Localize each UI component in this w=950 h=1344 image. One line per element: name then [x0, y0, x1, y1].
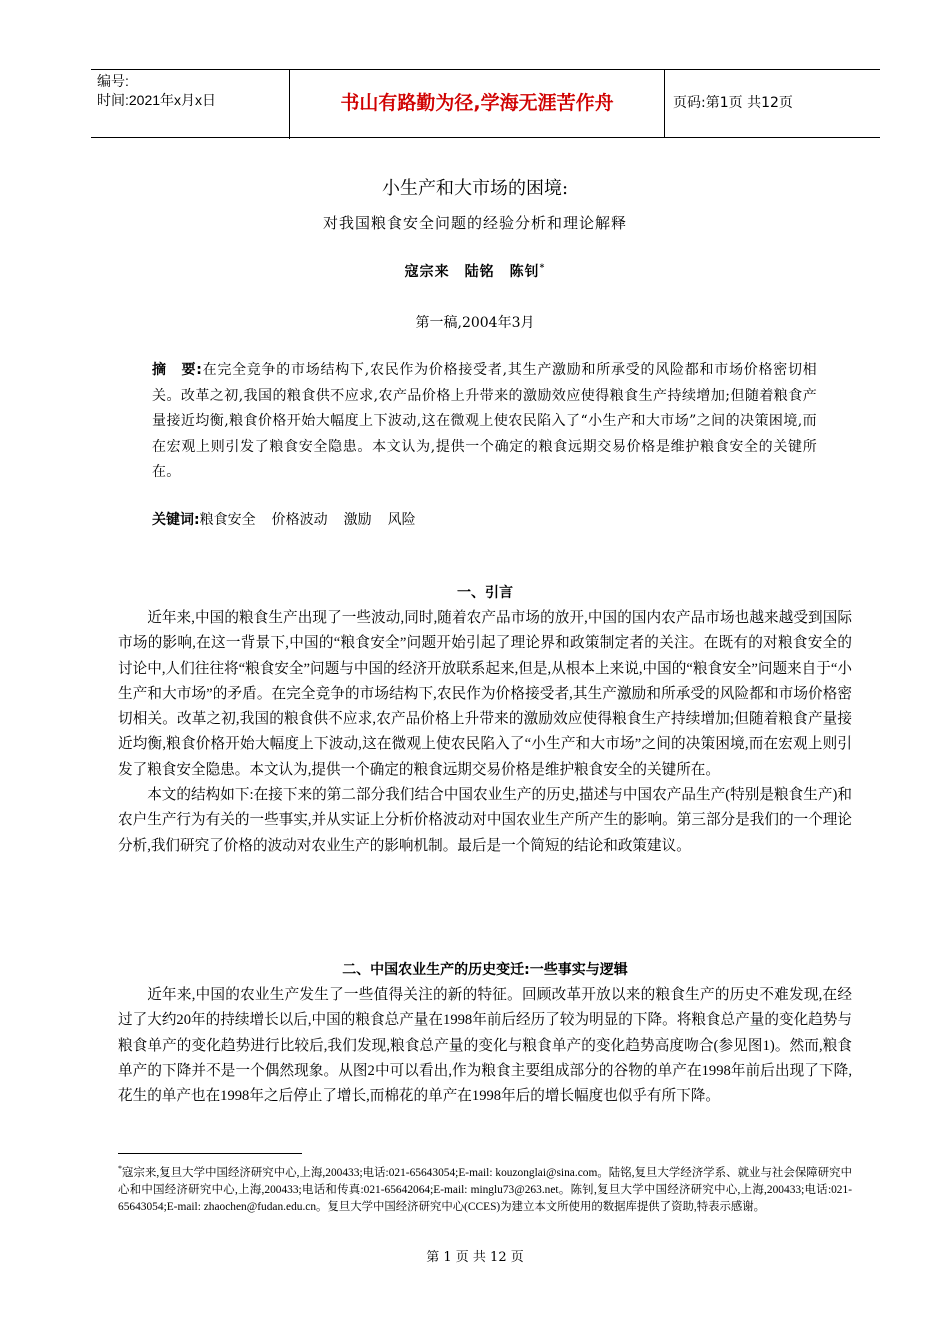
section-body-intro [118, 606, 852, 859]
keyword: 价格波动 [271, 512, 328, 528]
keywords-label: 关键词: [152, 512, 200, 528]
paragraph: 近年来,中国的粮食生产出现了一些波动,同时,随着农产品市场的放开,中国的国内农产品市场也越来越受到国际市场的影响,在这一背景下,中国的“粮食安全”问题开始引起了理论界和政策制定者的关注。在既有的对粮食安全的讨论中,人们往往将“粮食安全”问题与中国的经济开放联系起来,但是,从根本上来说,中国的“粮食安全”问题来自于“小生产和大市场”的矛盾。在完全竞争的市场结构下,农民作为价格接受者,其生产激励和所承受的风险都和市场价格密切相关。改革之初,我国的粮食供不应求,农产品价格上升带来的激励效应使得粮食生产持续增加;但随着粮食产量接近均衡,粮食价格开始大幅度上下波动,这在微观上使农民陷入了“小生产和大市场”之间的决策困境,而在宏观上则引发了粮食安全隐患。本文认为,提供一个确定的粮食远期交易价格是维护粮食安全的关键所在。 [118, 610, 852, 778]
keyword: 粮食安全 [199, 512, 256, 528]
header-info-cell [91, 70, 290, 139]
footnote [118, 1160, 852, 1216]
footnote-separator [118, 1153, 302, 1154]
page-footer: 第 1 页 共 12 页 [426, 1250, 524, 1265]
abstract [152, 358, 817, 486]
section-heading-history: 二、中国农业生产的历史变迁:一些事实与逻辑 [342, 962, 628, 978]
number-label: 编号: [97, 73, 129, 89]
draft-date: 第一稿,2004年3月 [415, 315, 535, 331]
paper-title: 小生产和大市场的困境: [381, 178, 569, 199]
keyword: 激励 [343, 512, 372, 528]
keywords [152, 508, 416, 533]
author-footnote-mark: * [539, 263, 546, 274]
paragraph: 近年来,中国的农业生产发生了一些值得关注的新的特征。回顾改革开放以来的粮食生产的历史不难发现,在经过了大约20年的持续增长以后,中国的粮食总产量在1998年前后经历了较为明显的下降。将粮食总产量的变化趋势与粮食单产的变化趋势进行比较后,我们发现,粮食总产量的变化与粮食单产的变化趋势高度吻合(参见图1)。然而,粮食单产的下降并不是一个偶然现象。从图2中可以看出,作为粮食主要组成部分的谷物的单产在1998年前后出现了下降,花生的单产也在1998年之后停止了增长,而棉花的单产在1998年后的增长幅度也似乎有所下降。 [118, 987, 852, 1105]
author-names: 寇宗来 陆铭 陈钊 [404, 264, 540, 280]
section-heading-intro: 一、引言 [457, 585, 513, 601]
section-body-history [118, 983, 852, 1109]
header-page-label: 页码:第1页 共12页 [673, 95, 793, 111]
abstract-label: 摘 要: [152, 362, 203, 378]
header-slogan: 书山有路勤为径,学海无涯苦作舟 [290, 70, 665, 137]
paragraph: 本文的结构如下:在接下来的第二部分我们结合中国农业生产的历史,描述与中国农产品生产(特别是粮食生产)和农户生产行为有关的一些事实,并从实证上分析价格波动对中国农业生产所产生的影响。第三部分是我们的一个理论分析,我们研究了价格的波动对农业生产的影响机制。最后是一个简短的结论和政策建议。 [118, 787, 852, 854]
abstract-text: 在完全竞争的市场结构下,农民作为价格接受者,其生产激励和所承受的风险都和市场价格密切相关。改革之初,我国的粮食供不应求,农产品价格上升带来的激励效应使得粮食生产持续增加;但随着粮食产量接近均衡,粮食价格开始大幅度上下波动,这在微观上使农民陷入了“小生产和大市场”之间的决策困境,而在宏观上则引发了粮食安全隐患。本文认为,提供一个确定的粮食远期交易价格是维护粮食安全的关键所在。 [152, 362, 817, 480]
footnote-text: 寇宗来,复旦大学中国经济研究中心,上海,200433;电话:021-65643054;E-mail: kouzonglai@sina.com。陆铭,复旦大学经济学系、就业与社会保障研究中心和中国经济研究中心,上海,200433;电话和传真:021-65642064;E-mail: minglu73@263.net。陈钊,复旦大学中国经济研究中心,上海,200433;电话:021-65643054;E-mail: zhaochen@fudan.edu.cn。复旦大学中国经济研究中心(CCES)为建立本文所使用的数据库提供了资助,特表示感谢。 [118, 1166, 852, 1213]
keyword: 风险 [387, 512, 416, 528]
time-label: 时间:2021年x月x日 [97, 92, 217, 108]
authors [0, 261, 950, 281]
page-header-table [91, 69, 880, 138]
footnote-mark: * [118, 1164, 122, 1173]
paper-subtitle: 对我国粮食安全问题的经验分析和理论解释 [322, 214, 627, 232]
